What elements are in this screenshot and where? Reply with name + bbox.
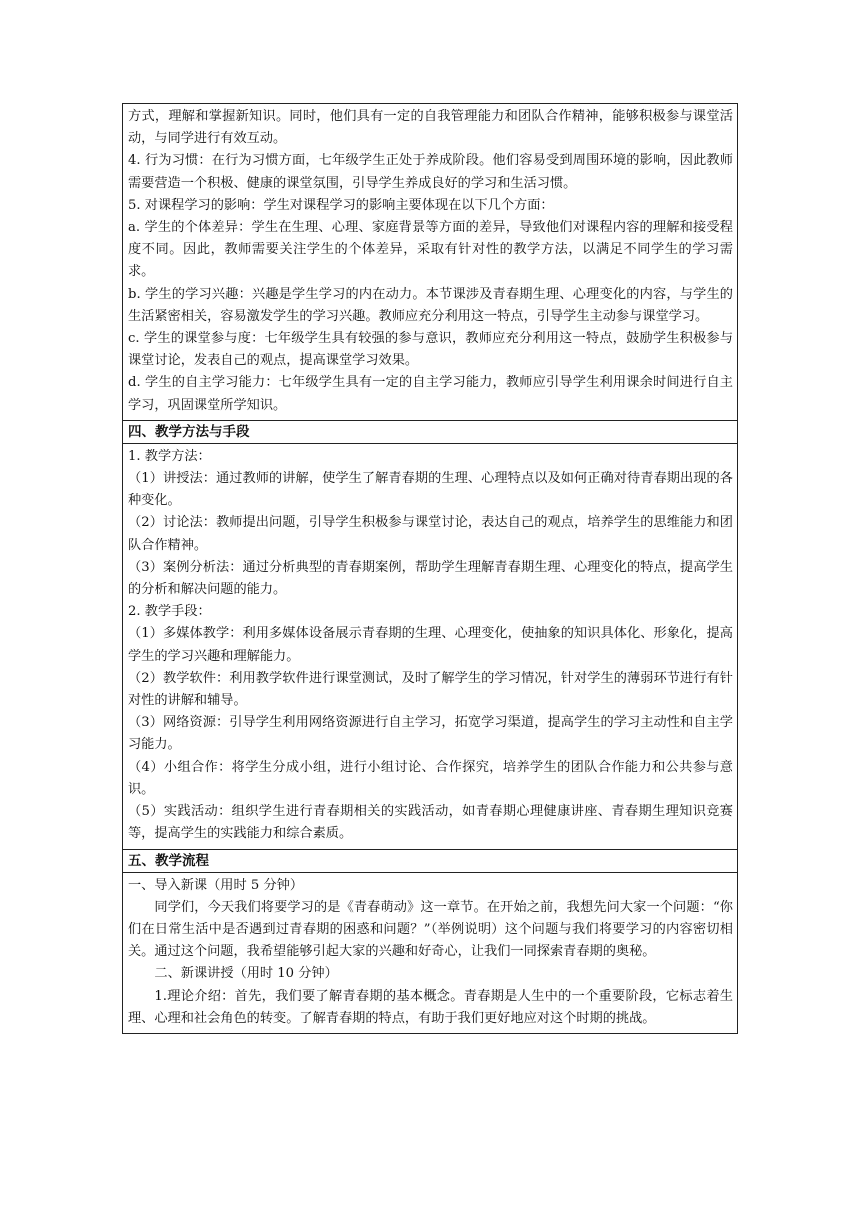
paragraph: a. 学生的个体差异：学生在生理、心理、家庭背景等方面的差异，导致他们对课程内容的理解和接受程度不同。因此，教师需要关注学生的个体差异，采取有针对性的教学方法，以满足不同学生的学习需求。 — [128, 220, 733, 280]
step2-heading: 二、新课讲授（用时 10 分钟） — [154, 966, 338, 982]
paragraph: 方式，理解和掌握新知识。同时，他们具有一定的自我管理能力和团队合作精神，能够积极参与课堂活动，与同学进行有效互动。 — [128, 109, 733, 147]
paragraph: 5. 对课程学习的影响：学生对课程学习的影响主要体现在以下几个方面： — [128, 197, 554, 213]
paragraph: （1）多媒体教学：利用多媒体设备展示青春期的生理、心理变化，使抽象的知识具体化、形象化，提高学生的学习兴趣和理解能力。 — [128, 626, 733, 664]
paragraph: （3）案例分析法：通过分析典型的青春期案例，帮助学生理解青春期生理、心理变化的特点，提高学生的分析和解决问题的能力。 — [128, 559, 733, 598]
section-teaching-methods — [123, 443, 737, 849]
section-title-teaching-process: 五、教学流程 — [123, 849, 737, 872]
section-title-teaching-methods: 四、教学方法与手段 — [123, 420, 737, 443]
lesson-plan-table — [122, 103, 738, 1034]
section-teaching-process — [123, 872, 737, 1033]
step1-text: 同学们，今天我们将要学习的是《青春萌动》这一章节。在开始之前，我想先问大家一个问题：“你们在日常生活中是否遇到过青春期的困惑和问题？”（举例说明）这个问题与我们将要学习的内容密切相关。通过这个问题，我希望能够引起大家的兴趣和好奇心，让我们一同探索青春期的奥秘。 — [128, 899, 733, 960]
paragraph: （5）实践活动：组织学生进行青春期相关的实践活动，如青春期心理健康讲座、青春期生理知识竞赛等，提高学生的实践能力和综合素质。 — [128, 804, 733, 842]
paragraph: b. 学生的学习兴趣：兴趣是学生学习的内在动力。本节课涉及青春期生理、心理变化的内容，与学生的生活紧密相关，容易激发学生的学习兴趣。教师应充分利用这一特点，引导学生主动参与课堂学习。 — [128, 286, 733, 324]
paragraph: 4. 行为习惯：在行为习惯方面，七年级学生正处于养成阶段。他们容易受到周围环境的影响，因此教师需要营造一个积极、健康的课堂氛围，引导学生养成良好的学习和生活习惯。 — [128, 153, 733, 191]
paragraph: c. 学生的课堂参与度：七年级学生具有较强的参与意识，教师应充分利用这一特点，鼓励学生积极参与课堂讨论，发表自己的观点，提高课堂学习效果。 — [128, 331, 733, 369]
paragraph: （2）讨论法：教师提出问题，引导学生积极参与课堂讨论，表达自己的观点，培养学生的思维能力和团队合作精神。 — [128, 515, 733, 553]
step2-text: 1.理论介绍：首先，我们要了解青春期的基本概念。青春期是人生中的一个重要阶段，它标志着生理、心理和社会角色的转变。了解青春期的特点，有助于我们更好地应对这个时期的挑战。 — [128, 988, 733, 1026]
section-student-analysis-continued — [123, 104, 737, 420]
paragraph: （1）讲授法：通过教师的讲解，使学生了解青春期的生理、心理特点以及如何正确对待青春期出现的各种变化。 — [128, 471, 733, 509]
paragraph: （4）小组合作：将学生分成小组，进行小组讨论、合作探究，培养学生的团队合作能力和公共参与意识。 — [128, 759, 733, 797]
paragraph: 1. 教学方法： — [128, 448, 211, 464]
paragraph: （2）教学软件：利用教学软件进行课堂测试，及时了解学生的学习情况，针对学生的薄弱环节进行有针对性的讲解和辅导。 — [128, 670, 733, 709]
step1-heading: 一、导入新课（用时 5 分钟） — [128, 877, 304, 893]
paragraph: （3）网络资源：引导学生利用网络资源进行自主学习，拓宽学习渠道，提高学生的学习主动性和自主学习能力。 — [128, 715, 733, 753]
paragraph: 2. 教学手段： — [128, 604, 211, 620]
paragraph: d. 学生的自主学习能力：七年级学生具有一定的自主学习能力，教师应引导学生利用课余时间进行自主学习，巩固课堂所学知识。 — [128, 375, 733, 413]
